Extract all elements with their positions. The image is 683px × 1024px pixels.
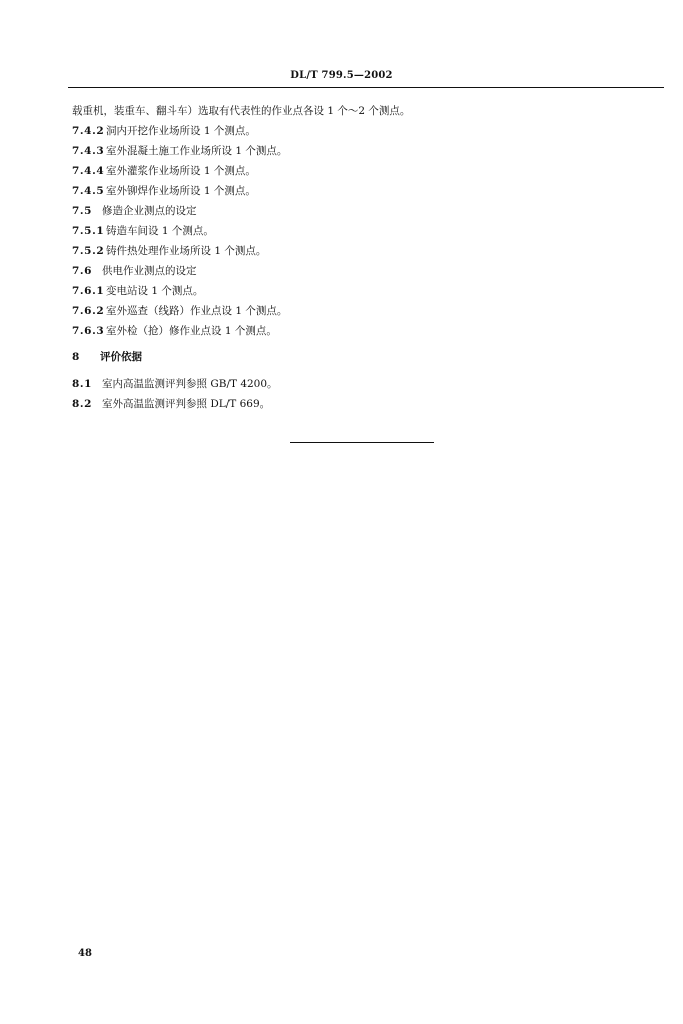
- paragraph-continuation: [72, 104, 410, 118]
- clause-7-5: [72, 204, 197, 218]
- clause-text: 变电站设 1 个测点。: [106, 285, 204, 297]
- clause-number: 7.4.5: [72, 185, 105, 197]
- clause-7-4-4: [72, 164, 256, 178]
- clause-text: 铸造车间设 1 个测点。: [106, 225, 214, 237]
- clause-text: 铸件热处理作业场所设 1 个测点。: [106, 245, 267, 257]
- clause-7-4-5: [72, 184, 256, 198]
- document-code: DL/T 799.5—2002: [290, 70, 393, 81]
- clause-number: 7.6: [72, 265, 93, 277]
- clause-text: 室外高温监测评判参照 DL/T 669。: [102, 398, 271, 410]
- clause-text: 修造企业测点的设定: [102, 205, 197, 217]
- line-text: 载重机，装重车、翻斗车）选取有代表性的作业点各设 1 个～2 个测点。: [72, 105, 411, 117]
- section-8-heading: [72, 350, 142, 364]
- section-number: 8: [72, 351, 80, 363]
- clause-number: 7.6.2: [72, 305, 105, 317]
- clause-number: 7.6.3: [72, 325, 105, 337]
- clause-number: 7.4.2: [72, 125, 105, 137]
- clause-number: 7.6.1: [72, 285, 105, 297]
- clause-text: 室外铆焊作业场所设 1 个测点。: [106, 185, 256, 197]
- clause-7-6-1: [72, 284, 203, 298]
- clause-text: 室外混凝土施工作业场所设 1 个测点。: [106, 145, 288, 157]
- clause-text: 室外巡查（线路）作业点设 1 个测点。: [106, 305, 288, 317]
- end-rule: [290, 442, 434, 443]
- clause-8-1: [72, 377, 278, 391]
- page-number: 48: [78, 948, 92, 959]
- clause-7-6-2: [72, 304, 287, 318]
- clause-text: 室内高温监测评判参照 GB/T 4200。: [102, 378, 278, 390]
- clause-number: 7.5.2: [72, 245, 105, 257]
- clause-7-5-2: [72, 244, 266, 258]
- clause-7-4-3: [72, 144, 287, 158]
- clause-number: 8.1: [72, 378, 93, 390]
- clause-text: 室外灌浆作业场所设 1 个测点。: [106, 165, 256, 177]
- clause-text: 洞内开挖作业场所设 1 个测点。: [106, 125, 256, 137]
- clause-text: 供电作业测点的设定: [102, 265, 197, 277]
- section-title: 评价依据: [100, 351, 142, 363]
- clause-number: 8.2: [72, 398, 93, 410]
- clause-7-6-3: [72, 324, 277, 338]
- clause-number: 7.4.3: [72, 145, 105, 157]
- clause-number: 7.4.4: [72, 165, 105, 177]
- header-rule: [68, 87, 664, 88]
- clause-number: 7.5: [72, 205, 93, 217]
- clause-7-5-1: [72, 224, 214, 238]
- clause-8-2: [72, 397, 270, 411]
- clause-number: 7.5.1: [72, 225, 105, 237]
- clause-7-6: [72, 264, 197, 278]
- clause-text: 室外检（抢）修作业点设 1 个测点。: [106, 325, 277, 337]
- clause-7-4-2: [72, 124, 256, 138]
